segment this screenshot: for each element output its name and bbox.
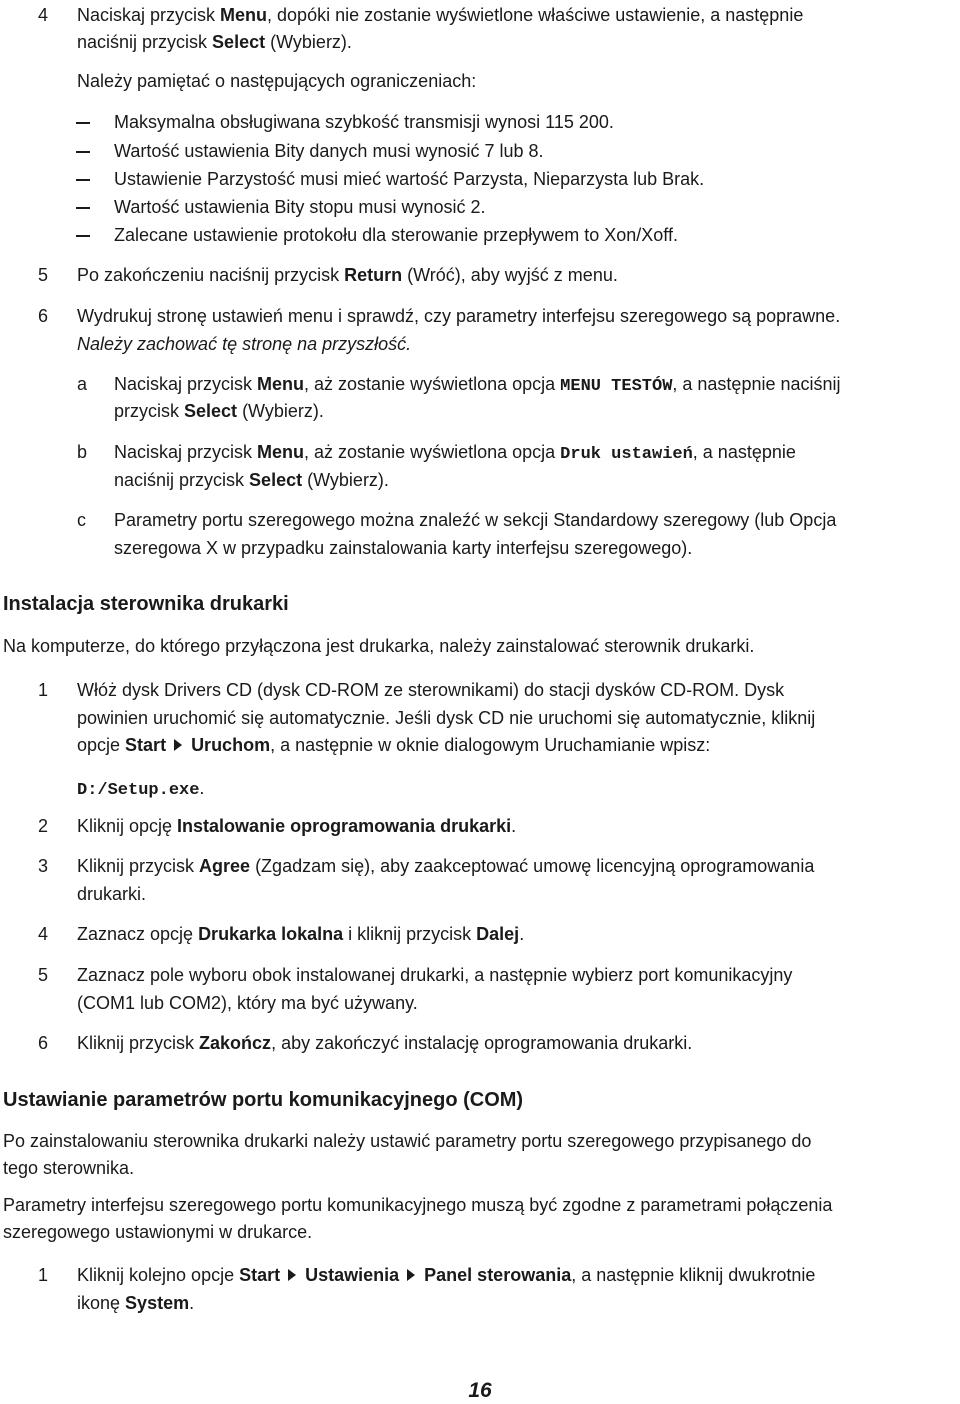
menu-testow-code: MENU TESTÓW [560, 377, 673, 396]
substep-text: Naciskaj przycisk Menu, aż zostanie wyświetlona opcja MENU TESTÓW, a następnie naciśnij [114, 374, 841, 396]
section-para-2: Parametry interfejsu szeregowego portu komunikacyjnego muszą być zgodne z parametrami połączenia szeregowego ustawionymi w drukarce. [3, 1195, 833, 1242]
step-number: 4 [38, 924, 49, 944]
substep-text-cont: przycisk Select (Wybierz). [114, 401, 324, 421]
control-panel-ref: Panel sterowania [424, 1265, 572, 1285]
arrow-right-icon [288, 1269, 296, 1281]
step-number: 5 [38, 965, 49, 985]
step-number: 6 [38, 1033, 49, 1053]
substep-letter: b [77, 442, 88, 462]
start-ref: Start [125, 735, 167, 755]
druk-ustawien-code: Druk ustawień [560, 445, 693, 464]
section-intro: Na komputerze, do którego przyłączona jest drukarka, należy zainstalować sterownik drukarki. [3, 636, 755, 656]
system-icon-ref: System [125, 1293, 190, 1313]
step-text: Po zakończeniu naciśnij przycisk Return (Wróć), aby wyjść z menu. [77, 265, 618, 285]
substep-text-cont: naciśnij przycisk Select (Wybierz). [114, 470, 389, 490]
substep-letter: c [77, 510, 86, 530]
page-number: 16 [468, 1379, 492, 1402]
substep-letter: a [77, 374, 88, 394]
step-number: 3 [38, 856, 49, 876]
return-button-ref: Return [344, 265, 403, 285]
next-ref: Dalej [476, 924, 520, 944]
step-number: 1 [38, 680, 49, 700]
step-note: Należy zachować tę stronę na przyszłość. [77, 334, 412, 354]
select-button-ref: Select [212, 32, 266, 52]
substep-text: Parametry portu szeregowego można znaleźć w sekcji Standardowy szeregowy (lub Opcja [114, 510, 837, 530]
start-ref: Start [239, 1265, 281, 1285]
step-number: 2 [38, 816, 49, 836]
finish-ref: Zakończ [199, 1033, 272, 1053]
settings-ref: Ustawienia [305, 1265, 400, 1285]
document-page: 4 Naciskaj przycisk Menu, dopóki nie zostanie wyświetlone właściwe ustawienie, a następnie naciśnij przycisk Select (Wybierz). Należy pamiętać o następujących ograniczeniach: Maksymalna obsługiwana szybkość transmisji wynosi 115 200. Wartość ustawienia Bity danych musi wynosić 7 lub 8. Ustawienie Parzystość musi mieć wartość Parzysta, Nieparzysta lub Brak. Wartość ustawienia Bity stopu musi wynosić 2. Zalecane ustawienie protokołu dla sterowanie przepływem to Xon/Xoff. 5 Po zakończeniu naciśnij przycisk Return (Wróć), aby wyjść z menu. 6 Wydrukuj stronę ustawień menu i sprawdź, czy parametry interfejsu szeregowego są poprawne. Należy zachować tę stronę na przyszłość. a Naciskaj przycisk Menu, aż zostanie wyświetlona opcja MENU TESTÓW, a następnie naciśnij przycisk Select (Wybierz). b Naciskaj przycisk Menu, aż zostanie wyświetlona opcja Druk ustawień, a następnie naciśnij przycisk Select (Wybierz). c Parametry portu szeregowego można znaleźć w sekcji Standardowy szeregowy (lub Opcja szeregowa X w przypadku zainstalowania karty interfejsu szeregowego). Instalacja sterownika drukarki Na komputerze, do którego przyłączona jest drukarka, należy zainstalować sterownik drukarki. 1 Włóż dysk Drivers CD (dysk CD-ROM ze sterownikami) do stacji dysków CD-ROM. Dysk powinien uruchomić się automatycznie. Jeśli dysk CD nie uruchomi się automatycznie, kliknij opcje Start Uruchom, a następnie w oknie dialogowym Uruchamianie wpisz: D:/Setup.exe. 2 Kliknij opcję Instalowanie oprogramowania drukarki. 3 Kliknij przycisk Agree (Zgadzam się), aby zaakceptować umowę licencyjną oprogramowania drukarki. 4 Zaznacz opcję Drukarka lokalna i kliknij przycisk Dalej. 5 Zaznacz pole wyboru obok instalowanej drukarki, a następnie wybierz port komunikacyjny (COM1 lub COM2), który ma być używany. 6 Kliknij przycisk Zakończ, aby zakończyć instalację oprogramowania drukarki. Ustawianie parametrów portu komunikacyjnego (COM) Po zainstalowaniu sterownika drukarki należy ustawić parametry portu szeregowego przypisanego do tego sterownika. Parametry interfejsu szeregowego portu komunikacyjnego muszą być zgodne z parametrami połączenia szeregowego ustawionymi w drukarce. 1 Kliknij kolejno opcje Start Ustawienia Panel sterowania, a następnie kliknij dwukrotnie ikonę System. 16 [0, 0, 960, 1401]
arrow-right-icon [407, 1269, 415, 1281]
step-number: 5 [38, 265, 49, 285]
arrow-right-icon [174, 739, 182, 751]
step-text-cont: naciśnij przycisk Select (Wybierz). [77, 32, 352, 52]
section-heading-com-port: Ustawianie parametrów portu komunikacyjnego (COM) [3, 1089, 524, 1111]
step-number: 1 [38, 1265, 49, 1285]
step-text-path: opcje Start Uruchom, a następnie w oknie dialogowym Uruchamianie wpisz: [77, 735, 711, 755]
step-number: 4 [38, 5, 49, 25]
agree-ref: Agree [199, 856, 251, 876]
local-printer-ref: Drukarka lokalna [198, 924, 344, 944]
setup-command: D:/Setup.exe. [77, 778, 205, 800]
setup-code: D:/Setup.exe [77, 781, 200, 800]
substep-text-cont: szeregowa X w przypadku zainstalowania karty interfejsu szeregowego). [114, 538, 693, 558]
step-number: 6 [38, 306, 49, 326]
menu-button-ref: Menu [220, 5, 268, 25]
step-text: Naciskaj przycisk Menu, dopóki nie zostanie wyświetlone właściwe ustawienie, a następnie [77, 5, 804, 25]
install-software-ref: Instalowanie oprogramowania drukarki [177, 816, 512, 836]
section-heading-driver-install: Instalacja sterownika drukarki [3, 593, 289, 615]
uruchom-ref: Uruchom [191, 735, 271, 755]
limits-intro: Należy pamiętać o następujących ograniczeniach: [77, 71, 477, 91]
substep-text: Naciskaj przycisk Menu, aż zostanie wyświetlona opcja Druk ustawień, a następnie [114, 442, 796, 464]
section-para-1: Po zainstalowaniu sterownika drukarki należy ustawić parametry portu szeregowego przypisanego do tego sterownika. [3, 1131, 812, 1178]
step-text: Wydrukuj stronę ustawień menu i sprawdź, czy parametry interfejsu szeregowego są poprawne. [77, 306, 841, 326]
